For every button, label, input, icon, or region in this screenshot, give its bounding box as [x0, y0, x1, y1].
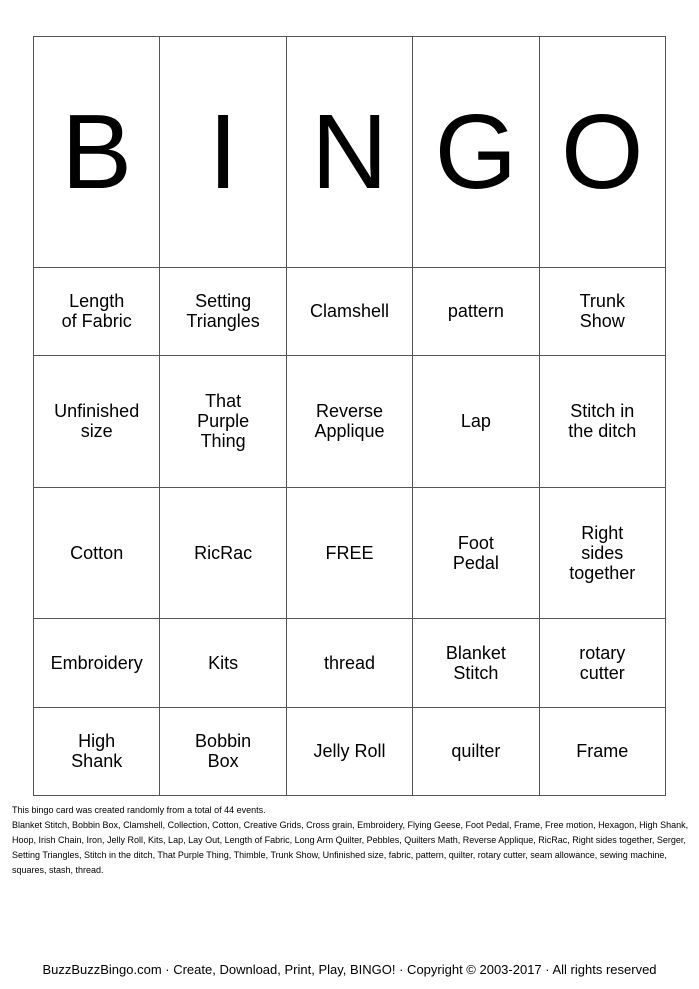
bingo-row [34, 356, 666, 488]
bingo-row [34, 707, 666, 795]
free-space-cell: FREE [286, 487, 412, 619]
bingo-row [34, 619, 666, 707]
bingo-cell: High Shank [34, 707, 160, 795]
bingo-cell: Frame [539, 707, 665, 795]
bingo-cell: Stitch in the ditch [539, 356, 665, 488]
bingo-row [34, 267, 666, 355]
header-letter-g: G [413, 37, 539, 268]
bingo-cell: rotary cutter [539, 619, 665, 707]
header-letter-n: N [286, 37, 412, 268]
bingo-cell: Right sides together [539, 487, 665, 619]
bingo-header-row [34, 37, 666, 268]
bingo-cell: That Purple Thing [160, 356, 286, 488]
bingo-card [33, 36, 666, 796]
bingo-cell: Blanket Stitch [413, 619, 539, 707]
copyright-footer: BuzzBuzzBingo.com · Create, Download, Print, Play, BINGO! · Copyright © 2003-2017 · All rights reserved [42, 962, 657, 977]
header-letter-i: I [160, 37, 286, 268]
bingo-cell: Setting Triangles [160, 267, 286, 355]
card-note-intro: This bingo card was created randomly from a total of 44 events. [12, 805, 266, 815]
bingo-cell: Reverse Applique [286, 356, 412, 488]
bingo-cell: pattern [413, 267, 539, 355]
bingo-cell: Unfinished size [34, 356, 160, 488]
bingo-cell: Foot Pedal [413, 487, 539, 619]
event-list: Blanket Stitch, Bobbin Box, Clamshell, Collection, Cotton, Creative Grids, Cross grain, Embroidery, Flying Geese, Foot Pedal, Frame, Free motion, Hexagon, High Shank, Hoop, Irish Chain, Iron, Jelly Roll, Kits, Lap, Lay Out, Length of Fabric, Long Arm Quilter, Pebbles, Quilters Math, Reverse Applique, RicRac, Right sides together, Serger, Setting Triangles, Stitch in the ditch, That Purple Thing, Thimble, Trunk Show, Unfinished size, fabric, pattern, quilter, rotary cutter, seam allowance, sewing machine, squares, stash, thread. [12, 820, 689, 875]
bingo-cell: quilter [413, 707, 539, 795]
bingo-cell: Kits [160, 619, 286, 707]
bingo-cell: thread [286, 619, 412, 707]
bingo-cell: Bobbin Box [160, 707, 286, 795]
bingo-cell: Trunk Show [539, 267, 665, 355]
card-note [12, 803, 690, 878]
bingo-cell: Jelly Roll [286, 707, 412, 795]
bingo-cell: Cotton [34, 487, 160, 619]
bingo-cell: RicRac [160, 487, 286, 619]
bingo-row [34, 487, 666, 619]
bingo-cell: Clamshell [286, 267, 412, 355]
bingo-cell: Embroidery [34, 619, 160, 707]
header-letter-b: B [34, 37, 160, 268]
bingo-cell: Length of Fabric [34, 267, 160, 355]
bingo-cell: Lap [413, 356, 539, 488]
header-letter-o: O [539, 37, 665, 268]
